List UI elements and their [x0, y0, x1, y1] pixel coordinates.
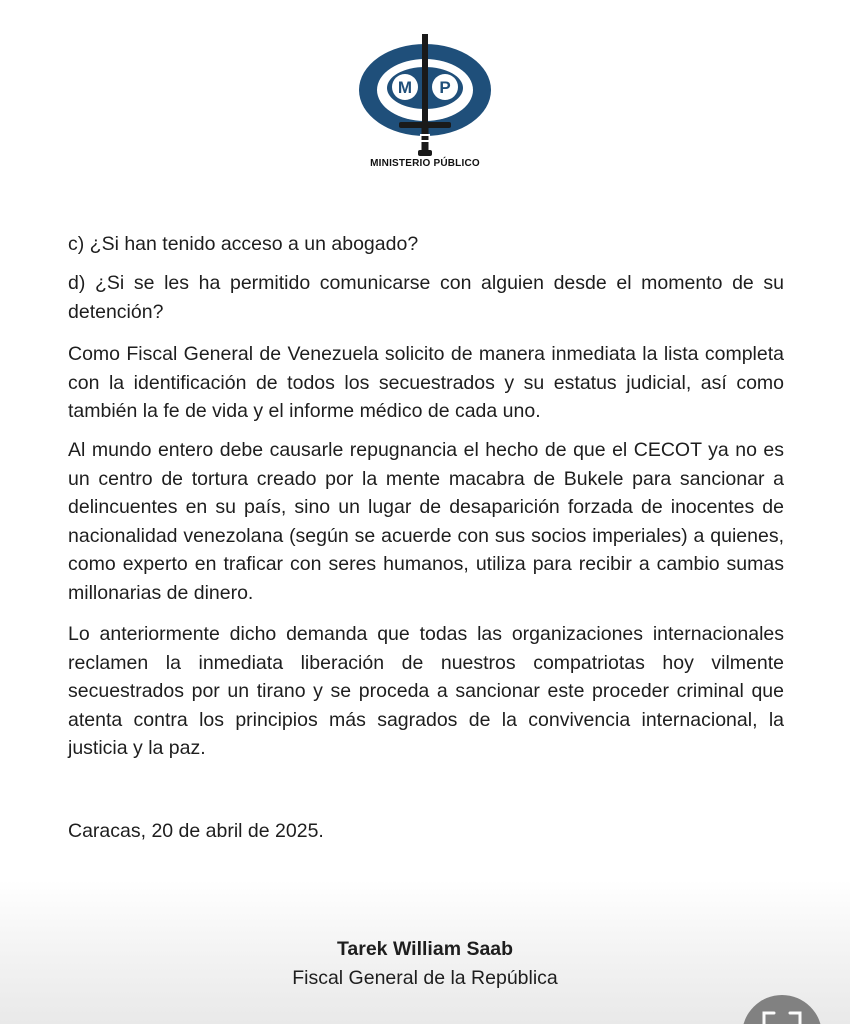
- question-c: c) ¿Si han tenido acceso a un abogado?: [68, 233, 419, 255]
- paragraph-demand: Lo anteriormente dicho demanda que todas las organizaciones internacionales reclamen la inmediata liberación de nuestros compatriotas hoy vilmente secuestrados por un tirano y se proceda a sancionar este proceder criminal que atenta contra los principios más sagrados de la convivencia internacional, la justicia y la paz.: [68, 623, 784, 760]
- expand-icon: [760, 1007, 804, 1024]
- expand-button[interactable]: [742, 995, 822, 1024]
- institution-name: MINISTERIO PÚBLICO: [370, 158, 480, 169]
- signer-title: Fiscal General de la República: [292, 967, 558, 989]
- sword-emblem-icon: [355, 30, 495, 175]
- logo-letter-m: M: [397, 78, 413, 97]
- ministerio-publico-logo: [355, 30, 495, 175]
- place-date: Caracas, 20 de abril de 2025.: [68, 820, 324, 842]
- paragraph-request: Como Fiscal General de Venezuela solicito de manera inmediata la lista completa con la identificación de todos los secuestrados y su estatus judicial, así como también la fe de vida y el informe médico de cada uno.: [68, 343, 784, 423]
- logo-letter-p: P: [439, 78, 451, 97]
- signer-name: Tarek William Saab: [336, 938, 514, 960]
- paragraph-cecot: Al mundo entero debe causarle repugnancia el hecho de que el CECOT ya no es un centro de tortura creado por la mente macabra de Bukele para sancionar a delincuentes en su país, sino un lugar de desaparición forzada de inocentes de nacionalidad venezolana (según se acuerde con sus socios imperiales) a quienes, como experto en traficar con seres humanos, utiliza para recibir a cambio sumas millonarias de dinero.: [68, 439, 784, 604]
- question-d: d) ¿Si se les ha permitido comunicarse con alguien desde el momento de su detención?: [68, 272, 784, 323]
